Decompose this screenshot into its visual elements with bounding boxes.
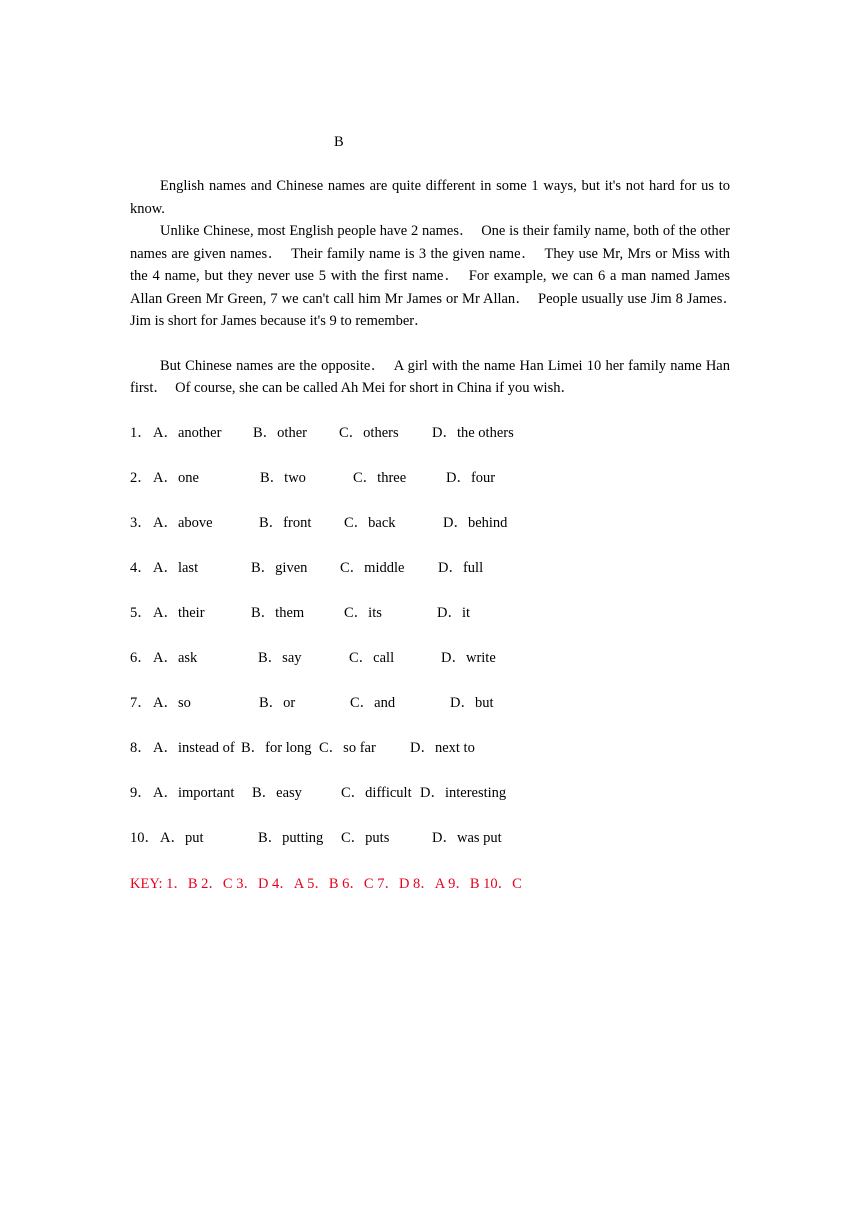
option-b: B．them (251, 605, 305, 621)
option-d: D．write (441, 650, 496, 666)
option-d: D．interesting (420, 785, 507, 801)
option-c: C．middle (340, 560, 405, 576)
option-d: D．full (438, 560, 484, 576)
question-number: 1． (130, 425, 152, 441)
option-a: A．another (153, 425, 222, 441)
question-number: 9． (130, 785, 152, 801)
option-a: A．above (153, 515, 213, 531)
option-b: B．for long (241, 740, 312, 756)
question-number: 3． (130, 515, 152, 531)
option-d: D．the others (432, 425, 514, 441)
option-c: C．back (344, 515, 396, 531)
option-b: B．or (259, 695, 296, 711)
option-a: A．one (153, 470, 199, 486)
option-a: A．their (153, 605, 205, 621)
question-number: 5． (130, 605, 152, 621)
option-a: A．so (153, 695, 191, 711)
passage-paragraph-1: English names and Chinese names are quite different in some 1 ways, but it's not hard for us to know. (130, 178, 730, 217)
question-number: 10． (130, 830, 159, 846)
passage-paragraph-2: Unlike Chinese, most English people have 2 names． One is their family name, both of the other names are given names． Their family name is 3 the given name． They use Mr, Mrs or Miss with the 4 name, but they never use 5 with the first name． For example, we can 6 a man named James Allan Green Mr Green, 7 we can't call him Mr James or Mr Allan． People usually use Jim 8 James． Jim is short for James because it's 9 to remember． (130, 223, 745, 329)
question-number: 7． (130, 695, 152, 711)
option-d: D．four (446, 470, 496, 486)
option-c: C．three (353, 470, 407, 486)
option-b: B．easy (252, 785, 302, 801)
option-d: D．was put (432, 830, 502, 846)
option-a: A．put (160, 830, 204, 846)
option-a: A．last (153, 560, 199, 576)
question-number: 8． (130, 740, 152, 756)
option-c: C．call (349, 650, 395, 666)
option-c: C．and (350, 695, 396, 711)
option-b: B．say (258, 650, 302, 666)
option-c: C．others (339, 425, 399, 441)
option-c: C．puts (341, 830, 390, 846)
passage-paragraph-3: But Chinese names are the opposite． A girl with the name Han Limei 10 her family name Han first． Of course, she can be called Ah Mei for short in China if you wish． (130, 357, 730, 396)
question-number: 6． (130, 650, 152, 666)
option-c: C．so far (319, 740, 376, 756)
option-b: B．front (259, 515, 312, 531)
option-d: D．behind (443, 515, 508, 531)
option-a: A．important (153, 785, 235, 801)
option-a: A．instead of (153, 740, 235, 756)
option-b: B．given (251, 560, 308, 576)
option-d: D．but (450, 695, 494, 711)
option-d: D．it (437, 605, 471, 621)
option-c: C．its (344, 605, 382, 621)
question-number: 4． (130, 560, 152, 576)
question-number: 2． (130, 470, 152, 486)
reading-passage (130, 175, 745, 400)
option-b: B．putting (258, 830, 324, 846)
section-label: B (334, 134, 344, 150)
answer-key: KEY: 1．B 2．C 3．D 4．A 5．B 6．C 7．D 8．A 9．B 10．C (130, 876, 522, 892)
option-a: A．ask (153, 650, 198, 666)
option-c: C．difficult (341, 785, 412, 801)
option-d: D．next to (410, 740, 475, 756)
option-b: B．two (260, 470, 306, 486)
option-b: B．other (253, 425, 307, 441)
